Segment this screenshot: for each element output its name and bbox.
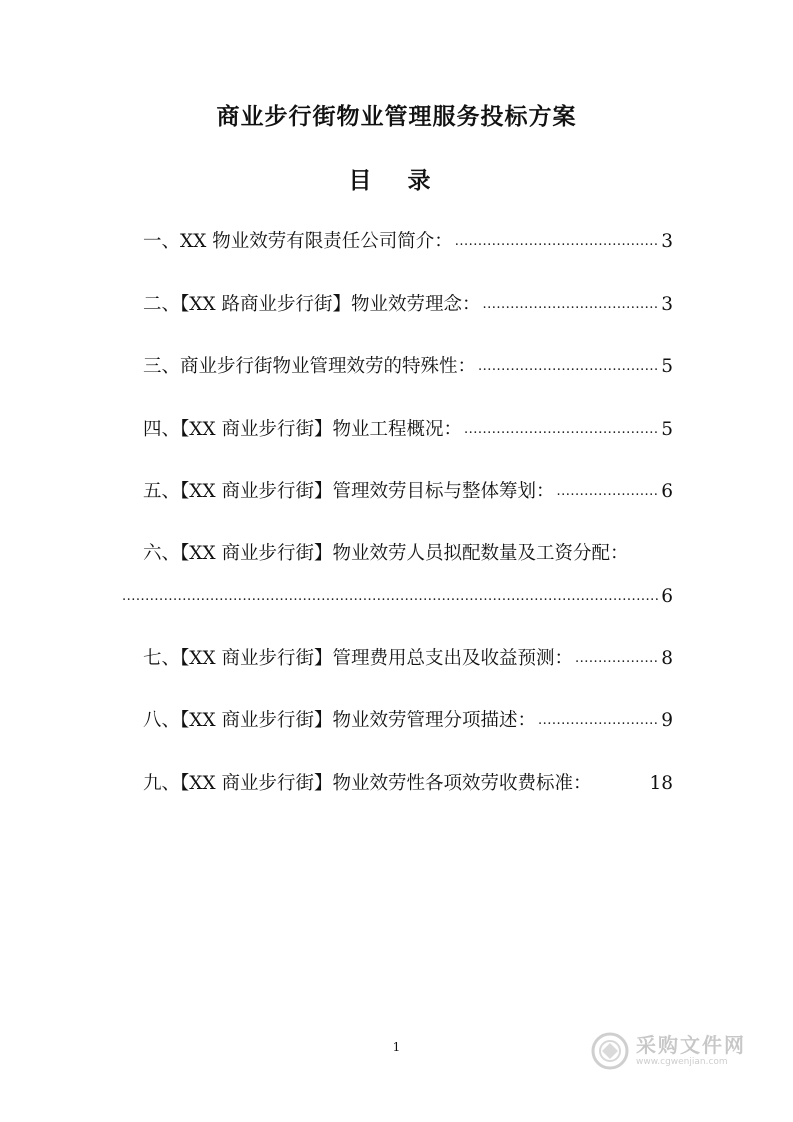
toc-entry-page: 5	[661, 356, 673, 377]
toc-entry-page: 9	[661, 710, 673, 731]
toc-entry[interactable]	[143, 353, 673, 381]
toc-leader-dots	[482, 291, 659, 319]
toc-leader-dots	[556, 478, 659, 506]
toc-entry-page: 6	[661, 586, 673, 607]
toc-entry-page: 3	[661, 231, 673, 252]
toc-entry[interactable]	[143, 707, 673, 735]
toc-entry-text: 二、【XX 路商业步行街】物业效劳理念：	[143, 294, 481, 315]
toc-entry-continuation[interactable]	[120, 583, 673, 611]
toc-entry-text: 四、【XX 商业步行街】物业工程概况：	[143, 419, 462, 440]
toc-entry[interactable]	[143, 770, 673, 798]
toc-entry-page: 5	[661, 419, 673, 440]
toc-entry-page: 8	[661, 648, 673, 669]
toc-entry-text: 六、【XX 商业步行街】物业效劳人员拟配数量及工资分配：	[143, 543, 629, 564]
document-title: 商业步行街物业管理服务投标方案	[216, 103, 577, 130]
toc-leader-dots	[478, 353, 659, 381]
toc-entry-page: 3	[661, 294, 673, 315]
toc-entry[interactable]	[143, 291, 673, 319]
toc-leader-dots	[122, 583, 659, 611]
toc-entry-text: 七、【XX 商业步行街】管理费用总支出及收益预测：	[143, 648, 573, 669]
watermark-logo-icon	[590, 1031, 630, 1071]
toc-entry[interactable]	[143, 645, 673, 673]
toc-leader-dots	[575, 645, 659, 673]
toc-leader-dots	[538, 707, 659, 735]
toc-entry[interactable]	[143, 228, 673, 256]
toc-entry-text: 一、XX 物业效劳有限责任公司简介：	[143, 231, 453, 252]
toc-leader-dots	[455, 228, 659, 256]
toc-entry-text: 五、【XX 商业步行街】管理效劳目标与整体筹划：	[143, 481, 555, 502]
toc-entry-text: 九、【XX 商业步行街】物业效劳性各项效劳收费标准：	[143, 773, 592, 794]
toc-entry-text: 八、【XX 商业步行街】物业效劳管理分项描述：	[143, 710, 536, 731]
toc-entry-page: 18	[649, 773, 673, 794]
watermark	[590, 1028, 760, 1074]
toc-entry[interactable]	[143, 478, 673, 506]
toc-heading: 目 录	[348, 167, 445, 194]
toc-leader-dots	[464, 416, 659, 444]
watermark-url: www.cgwenjian.com	[636, 1057, 728, 1067]
toc-entry[interactable]	[143, 540, 673, 568]
toc-entry-page: 6	[661, 481, 673, 502]
toc-entry[interactable]	[143, 416, 673, 444]
page-number: 1	[392, 1040, 401, 1054]
toc-entry-text: 三、商业步行街物业管理效劳的特殊性：	[143, 356, 477, 377]
watermark-name: 采购文件网	[636, 1033, 746, 1057]
